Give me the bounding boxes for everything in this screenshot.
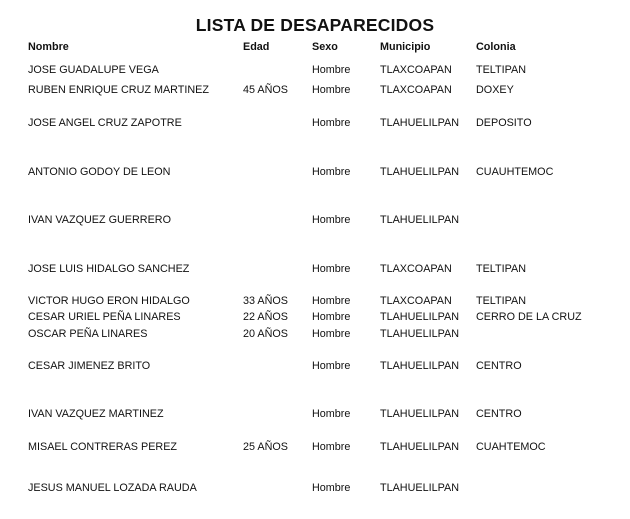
cell-municipio: TLAHUELILPAN (380, 360, 460, 372)
cell-municipio: TLAXCOAPAN (380, 84, 452, 96)
cell-colonia: CENTRO (476, 408, 522, 420)
cell-nombre: MISAEL CONTRERAS PEREZ (28, 441, 177, 453)
cell-sexo: Hombre (312, 64, 351, 76)
cell-colonia: CUAHTEMOC (476, 441, 546, 453)
cell-nombre: CESAR URIEL PEÑA LINARES (28, 311, 181, 323)
cell-edad: 22 AÑOS (243, 311, 289, 323)
cell-nombre: ANTONIO GODOY DE LEON (28, 166, 171, 178)
cell-municipio: TLAXCOAPAN (380, 64, 452, 76)
cell-municipio: TLAHUELILPAN (380, 482, 460, 494)
cell-municipio: TLAHUELILPAN (380, 117, 460, 129)
cell-nombre: JOSE LUIS HIDALGO SANCHEZ (28, 263, 190, 275)
column-header-sexo: Sexo (312, 41, 338, 53)
cell-sexo: Hombre (312, 360, 351, 372)
cell-municipio: TLAHUELILPAN (380, 408, 460, 420)
cell-nombre: CESAR JIMENEZ BRITO (28, 360, 151, 372)
page-title: LISTA DE DESAPARECIDOS (195, 15, 435, 35)
column-header-municipio: Municipio (380, 41, 431, 53)
cell-sexo: Hombre (312, 117, 351, 129)
cell-nombre: IVAN VAZQUEZ MARTINEZ (28, 408, 164, 420)
cell-colonia: DOXEY (476, 84, 514, 96)
cell-sexo: Hombre (312, 166, 351, 178)
cell-edad: 45 AÑOS (243, 84, 289, 96)
column-header-colonia: Colonia (476, 41, 516, 53)
cell-municipio: TLAHUELILPAN (380, 441, 460, 453)
cell-sexo: Hombre (312, 263, 351, 275)
cell-sexo: Hombre (312, 214, 351, 226)
cell-nombre: VICTOR HUGO ERON HIDALGO (28, 295, 190, 307)
column-header-edad: Edad (243, 41, 270, 53)
cell-nombre: JOSE GUADALUPE VEGA (28, 64, 159, 76)
cell-sexo: Hombre (312, 311, 351, 323)
cell-sexo: Hombre (312, 84, 351, 96)
cell-nombre: RUBEN ENRIQUE CRUZ MARTINEZ (28, 84, 209, 96)
cell-sexo: Hombre (312, 441, 351, 453)
cell-colonia: TELTIPAN (476, 263, 526, 275)
cell-sexo: Hombre (312, 328, 351, 340)
column-header-nombre: Nombre (28, 41, 69, 53)
cell-nombre: JESUS MANUEL LOZADA RAUDA (28, 482, 197, 494)
cell-municipio: TLAHUELILPAN (380, 214, 460, 226)
cell-colonia: DEPOSITO (476, 117, 532, 129)
cell-municipio: TLAXCOAPAN (380, 295, 452, 307)
cell-municipio: TLAHUELILPAN (380, 166, 460, 178)
cell-colonia: CERRO DE LA CRUZ (476, 311, 582, 323)
cell-colonia: TELTIPAN (476, 64, 526, 76)
cell-municipio: TLAHUELILPAN (380, 328, 460, 340)
cell-edad: 25 AÑOS (243, 441, 289, 453)
cell-nombre: JOSE ANGEL CRUZ ZAPOTRE (28, 117, 182, 129)
cell-municipio: TLAHUELILPAN (380, 311, 460, 323)
cell-colonia: CUAUHTEMOC (476, 166, 554, 178)
cell-sexo: Hombre (312, 482, 351, 494)
cell-colonia: TELTIPAN (476, 295, 526, 307)
cell-edad: 33 AÑOS (243, 295, 289, 307)
cell-colonia: CENTRO (476, 360, 522, 372)
cell-sexo: Hombre (312, 295, 351, 307)
cell-sexo: Hombre (312, 408, 351, 420)
cell-nombre: OSCAR PEÑA LINARES (28, 328, 148, 340)
cell-nombre: IVAN VAZQUEZ GUERRERO (28, 214, 171, 226)
cell-edad: 20 AÑOS (243, 328, 289, 340)
cell-municipio: TLAXCOAPAN (380, 263, 452, 275)
